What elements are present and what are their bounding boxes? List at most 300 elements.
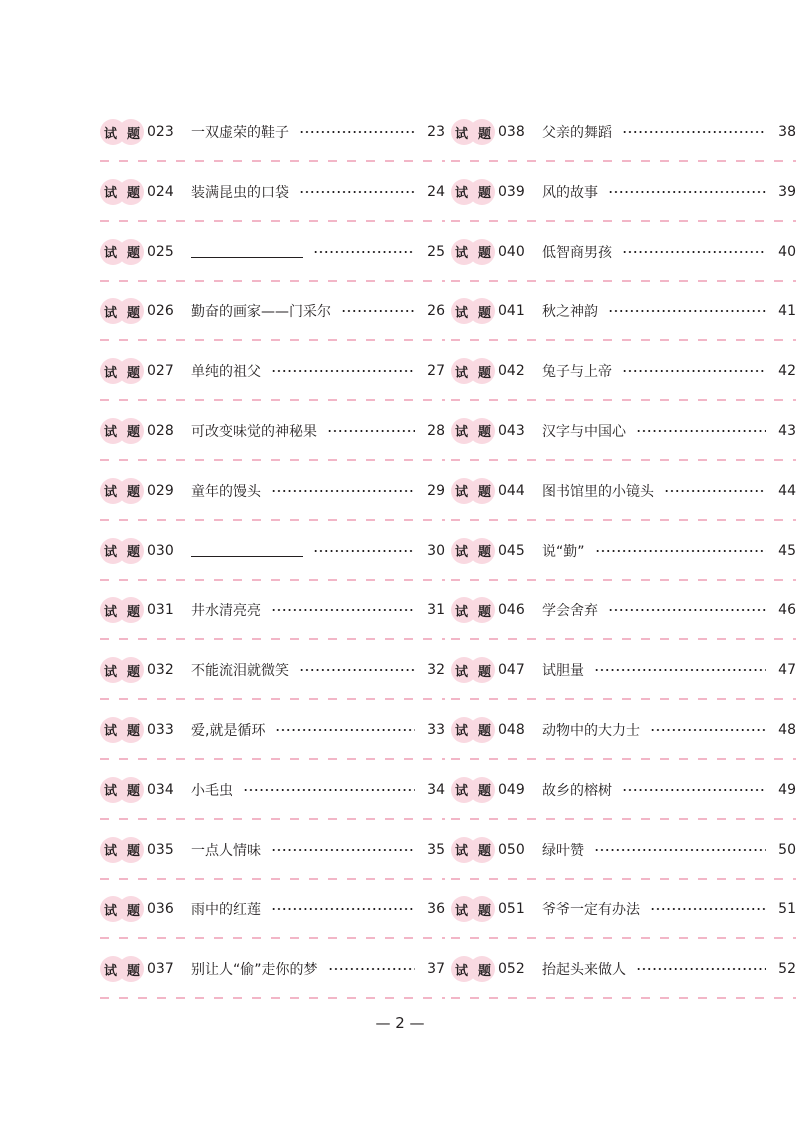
toc-entry-row xyxy=(451,478,796,504)
toc-entry[interactable] xyxy=(451,640,796,700)
entry-title: 风的故事 xyxy=(542,184,598,201)
badge-label xyxy=(451,777,495,803)
question-number: 044 xyxy=(498,482,525,499)
entry-title: 别让人“偷”走你的梦 xyxy=(191,962,318,979)
page-number: 47 xyxy=(778,662,796,679)
badge-label xyxy=(451,478,495,504)
toc-entry[interactable] xyxy=(451,760,796,820)
badge-char: 试 xyxy=(104,724,118,740)
question-number: 041 xyxy=(498,303,525,320)
toc-entry[interactable] xyxy=(451,162,796,222)
toc-entry[interactable] xyxy=(100,580,445,640)
badge-label xyxy=(100,956,144,982)
page-number: 28 xyxy=(427,422,445,439)
toc-entry[interactable] xyxy=(451,939,796,999)
page-number: 41 xyxy=(778,303,796,320)
page-number: 44 xyxy=(778,482,796,499)
question-badge xyxy=(451,597,493,623)
entry-title: 抬起头来做人 xyxy=(542,962,626,979)
entry-title: 不能流泪就微笑 xyxy=(191,663,289,680)
toc-entry-row xyxy=(451,717,796,743)
page-number: 45 xyxy=(778,542,796,559)
badge-char: 试 xyxy=(104,604,118,620)
question-number: 033 xyxy=(147,721,174,738)
badge-char: 试 xyxy=(104,903,118,919)
badge-char: 题 xyxy=(477,485,491,501)
toc-entry-row xyxy=(451,597,796,623)
entry-title: 故乡的榕树 xyxy=(542,782,612,799)
question-number: 045 xyxy=(498,542,525,559)
dot-leader xyxy=(636,967,766,971)
badge-char: 题 xyxy=(126,604,140,620)
badge-label xyxy=(451,896,495,922)
page-number: 52 xyxy=(778,961,796,978)
toc-entry[interactable] xyxy=(100,162,445,222)
toc-entry[interactable] xyxy=(100,820,445,880)
badge-label xyxy=(100,119,144,145)
dot-leader xyxy=(275,728,415,732)
badge-label xyxy=(451,239,495,265)
dot-leader xyxy=(622,130,766,134)
badge-char: 试 xyxy=(104,126,118,142)
question-badge xyxy=(100,956,142,982)
dot-leader xyxy=(622,788,766,792)
badge-label xyxy=(451,418,495,444)
badge-char: 试 xyxy=(455,186,469,202)
badge-char: 题 xyxy=(126,186,140,202)
toc-column-right xyxy=(451,102,796,999)
toc-entry-row xyxy=(451,837,796,863)
question-badge xyxy=(451,179,493,205)
badge-label xyxy=(451,358,495,384)
question-badge xyxy=(100,358,142,384)
dot-leader xyxy=(299,130,415,134)
toc-column-left xyxy=(100,102,445,999)
badge-label xyxy=(451,657,495,683)
entry-title: 秋之神韵 xyxy=(542,304,598,321)
entry-title: 绿叶赞 xyxy=(542,842,584,859)
question-number: 036 xyxy=(147,901,174,918)
question-badge xyxy=(451,837,493,863)
question-badge xyxy=(100,896,142,922)
toc-entry-row xyxy=(451,239,796,265)
badge-char: 试 xyxy=(104,425,118,441)
page-footer: — 2 — xyxy=(375,1014,425,1032)
toc-entry-row xyxy=(100,119,445,145)
toc-entry[interactable] xyxy=(451,222,796,282)
page-number: 46 xyxy=(778,602,796,619)
toc-entry-row xyxy=(100,837,445,863)
dot-leader xyxy=(664,489,766,493)
badge-char: 题 xyxy=(477,664,491,680)
dot-leader xyxy=(271,369,415,373)
dot-leader xyxy=(650,907,766,911)
toc-entry-row xyxy=(451,538,796,564)
toc-entry-row xyxy=(100,717,445,743)
toc-entry-row xyxy=(100,179,445,205)
badge-label xyxy=(100,239,144,265)
badge-char: 题 xyxy=(126,246,140,262)
entry-title: 爱,就是循环 xyxy=(191,722,266,739)
badge-char: 试 xyxy=(455,844,469,860)
page-number: 39 xyxy=(778,183,796,200)
question-badge xyxy=(100,657,142,683)
badge-char: 试 xyxy=(104,305,118,321)
question-badge xyxy=(451,538,493,564)
page-number: 35 xyxy=(427,841,445,858)
question-badge xyxy=(451,358,493,384)
badge-char: 题 xyxy=(126,844,140,860)
badge-char: 题 xyxy=(477,963,491,979)
badge-char: 题 xyxy=(477,844,491,860)
toc-entry-row xyxy=(451,896,796,922)
question-number: 024 xyxy=(147,183,174,200)
dot-leader xyxy=(243,788,415,792)
question-number: 035 xyxy=(147,841,174,858)
toc-entry-row xyxy=(100,478,445,504)
badge-label xyxy=(451,538,495,564)
toc-entry-row xyxy=(100,239,445,265)
entry-title: 学会舍弃 xyxy=(542,603,598,620)
question-badge xyxy=(451,956,493,982)
entry-title: 动物中的大力士 xyxy=(542,722,640,739)
toc-entry[interactable] xyxy=(100,281,445,341)
page-number: 31 xyxy=(427,602,445,619)
question-number: 027 xyxy=(147,363,174,380)
toc-entry[interactable] xyxy=(451,341,796,401)
page-number: 26 xyxy=(427,303,445,320)
badge-char: 题 xyxy=(126,545,140,561)
question-number: 028 xyxy=(147,422,174,439)
toc-entry-row xyxy=(451,179,796,205)
question-badge xyxy=(100,179,142,205)
question-number: 029 xyxy=(147,482,174,499)
entry-title: 一双虚荣的鞋子 xyxy=(191,125,289,141)
toc-entry[interactable] xyxy=(451,102,796,162)
entry-title: 小毛虫 xyxy=(191,782,233,799)
badge-char: 题 xyxy=(126,126,140,142)
page-number: 50 xyxy=(778,841,796,858)
toc-entry-row xyxy=(100,538,445,564)
badge-char: 题 xyxy=(477,305,491,321)
toc-entry-row xyxy=(100,597,445,623)
badge-char: 试 xyxy=(455,664,469,680)
entry-title: 汉字与中国心 xyxy=(542,423,626,440)
question-number: 034 xyxy=(147,781,174,798)
toc-entry-row xyxy=(451,119,796,145)
entry-title: 低智商男孩 xyxy=(542,244,612,261)
question-number: 047 xyxy=(498,662,525,679)
badge-char: 题 xyxy=(126,724,140,740)
badge-char: 试 xyxy=(104,365,118,381)
question-number: 049 xyxy=(498,781,525,798)
question-badge xyxy=(100,418,142,444)
toc-entry[interactable] xyxy=(451,461,796,521)
dot-leader xyxy=(594,848,766,852)
dot-leader xyxy=(299,190,415,194)
badge-char: 题 xyxy=(477,545,491,561)
badge-label xyxy=(100,896,144,922)
toc-entry-row xyxy=(100,358,445,384)
dot-leader xyxy=(299,668,415,672)
toc-entry-row xyxy=(451,298,796,324)
badge-label xyxy=(451,119,495,145)
badge-char: 试 xyxy=(455,485,469,501)
question-badge xyxy=(100,119,142,145)
page-number: 34 xyxy=(427,781,445,798)
entry-title: 可改变味觉的神秘果 xyxy=(191,423,317,440)
badge-char: 题 xyxy=(126,963,140,979)
question-number: 038 xyxy=(498,124,525,140)
badge-label xyxy=(451,597,495,623)
toc-entry-row xyxy=(100,298,445,324)
dot-leader xyxy=(608,309,766,313)
dot-leader xyxy=(622,250,766,254)
badge-char: 题 xyxy=(126,365,140,381)
dashed-separator xyxy=(451,997,796,999)
badge-char: 题 xyxy=(477,784,491,800)
page-number: 24 xyxy=(427,183,445,200)
question-badge xyxy=(451,239,493,265)
badge-label xyxy=(451,298,495,324)
toc-entry[interactable] xyxy=(451,820,796,880)
question-number: 042 xyxy=(498,363,525,380)
page-number: 32 xyxy=(427,662,445,679)
question-number: 026 xyxy=(147,303,174,320)
question-number: 050 xyxy=(498,841,525,858)
toc-entry[interactable] xyxy=(100,341,445,401)
dashed-separator xyxy=(100,997,445,999)
badge-label xyxy=(100,657,144,683)
toc-entry-row xyxy=(451,418,796,444)
toc-entry-row xyxy=(451,956,796,982)
question-number: 040 xyxy=(498,243,525,260)
page-number: 42 xyxy=(778,363,796,380)
question-badge xyxy=(100,298,142,324)
badge-label xyxy=(100,717,144,743)
dot-leader xyxy=(271,608,415,612)
question-badge xyxy=(451,717,493,743)
badge-char: 试 xyxy=(455,724,469,740)
badge-label xyxy=(100,358,144,384)
dot-leader xyxy=(341,309,415,313)
toc-entry[interactable] xyxy=(100,461,445,521)
badge-char: 题 xyxy=(477,126,491,142)
toc-entry-row xyxy=(451,358,796,384)
dot-leader xyxy=(608,608,766,612)
badge-char: 试 xyxy=(104,186,118,202)
dot-leader xyxy=(608,190,766,194)
question-badge xyxy=(100,777,142,803)
dot-leader xyxy=(271,848,415,852)
badge-label xyxy=(100,597,144,623)
dot-leader xyxy=(271,907,415,911)
dot-leader xyxy=(594,668,766,672)
badge-label xyxy=(451,717,495,743)
badge-char: 题 xyxy=(126,425,140,441)
entry-title: 勤奋的画家——门采尔 xyxy=(191,304,331,321)
question-number: 037 xyxy=(147,961,174,978)
toc-entry-row xyxy=(100,418,445,444)
dot-leader xyxy=(313,250,415,254)
question-badge xyxy=(100,478,142,504)
question-badge xyxy=(100,239,142,265)
question-number: 039 xyxy=(498,183,525,200)
toc-entry-row xyxy=(100,956,445,982)
badge-char: 试 xyxy=(104,664,118,680)
page-number: 23 xyxy=(427,124,445,140)
toc-entry[interactable] xyxy=(451,521,796,581)
dot-leader xyxy=(650,728,766,732)
question-badge xyxy=(451,478,493,504)
page-number: 48 xyxy=(778,721,796,738)
question-number: 031 xyxy=(147,602,174,619)
entry-title: 兔子与上帝 xyxy=(542,364,612,381)
dot-leader xyxy=(636,429,766,433)
page-number: 51 xyxy=(778,901,796,918)
badge-char: 试 xyxy=(104,246,118,262)
badge-char: 题 xyxy=(477,246,491,262)
entry-title: 父亲的舞蹈 xyxy=(542,125,612,141)
toc-entry[interactable] xyxy=(100,102,445,162)
toc-entry[interactable] xyxy=(451,700,796,760)
toc-entry-row xyxy=(100,657,445,683)
toc-entry[interactable] xyxy=(100,939,445,999)
toc-entry[interactable] xyxy=(100,760,445,820)
dot-leader xyxy=(313,549,415,553)
question-number: 051 xyxy=(498,901,525,918)
question-badge xyxy=(451,657,493,683)
question-badge xyxy=(451,298,493,324)
dot-leader xyxy=(327,429,415,433)
toc-entry-row xyxy=(100,896,445,922)
badge-char: 题 xyxy=(126,664,140,680)
page-number: 38 xyxy=(778,124,796,140)
entry-title: 童年的馒头 xyxy=(191,483,261,500)
page-number: 49 xyxy=(778,781,796,798)
badge-char: 试 xyxy=(104,963,118,979)
toc-entry[interactable] xyxy=(451,401,796,461)
badge-char: 题 xyxy=(477,604,491,620)
toc-entry[interactable] xyxy=(100,700,445,760)
badge-char: 题 xyxy=(126,784,140,800)
entry-title: 说“勤” xyxy=(542,543,585,560)
title-blank-line xyxy=(191,544,303,557)
badge-label xyxy=(451,179,495,205)
entry-title: 试胆量 xyxy=(542,663,584,680)
toc-entry[interactable] xyxy=(100,879,445,939)
entry-title: 一点人情味 xyxy=(191,842,261,859)
badge-char: 题 xyxy=(477,186,491,202)
badge-label xyxy=(100,418,144,444)
page-number: 29 xyxy=(427,482,445,499)
badge-label xyxy=(100,478,144,504)
title-blank-line xyxy=(191,245,303,258)
badge-char: 试 xyxy=(455,545,469,561)
question-badge xyxy=(100,538,142,564)
badge-label xyxy=(100,179,144,205)
question-badge xyxy=(451,777,493,803)
badge-char: 试 xyxy=(104,545,118,561)
question-badge xyxy=(451,119,493,145)
question-number: 032 xyxy=(147,662,174,679)
badge-char: 试 xyxy=(104,485,118,501)
entry-title: 单纯的祖父 xyxy=(191,364,261,381)
badge-char: 题 xyxy=(477,903,491,919)
entry-title: 井水清亮亮 xyxy=(191,603,261,620)
toc-entry[interactable] xyxy=(100,401,445,461)
badge-char: 试 xyxy=(455,365,469,381)
question-badge xyxy=(100,597,142,623)
question-badge xyxy=(100,717,142,743)
question-number: 043 xyxy=(498,422,525,439)
toc-entry[interactable] xyxy=(451,879,796,939)
question-number: 052 xyxy=(498,961,525,978)
badge-char: 试 xyxy=(455,784,469,800)
question-number: 023 xyxy=(147,124,174,140)
toc-entry[interactable] xyxy=(451,580,796,640)
question-badge xyxy=(451,418,493,444)
badge-char: 题 xyxy=(126,485,140,501)
badge-char: 试 xyxy=(455,903,469,919)
badge-char: 试 xyxy=(104,784,118,800)
page-number: 40 xyxy=(778,243,796,260)
page-number: 25 xyxy=(427,243,445,260)
toc-entry[interactable] xyxy=(100,640,445,700)
entry-title: 图书馆里的小镜头 xyxy=(542,483,654,500)
dot-leader xyxy=(595,549,766,553)
page-number: 43 xyxy=(778,422,796,439)
badge-char: 题 xyxy=(477,425,491,441)
badge-char: 试 xyxy=(104,844,118,860)
toc-entry-row xyxy=(451,777,796,803)
toc-entry-row xyxy=(100,777,445,803)
dot-leader xyxy=(271,489,415,493)
badge-label xyxy=(100,298,144,324)
entry-title: 装满昆虫的口袋 xyxy=(191,184,289,201)
page-number: 27 xyxy=(427,363,445,380)
question-number: 025 xyxy=(147,243,174,260)
badge-label xyxy=(451,837,495,863)
question-number: 030 xyxy=(147,542,174,559)
badge-char: 试 xyxy=(455,963,469,979)
dot-leader xyxy=(328,967,415,971)
badge-char: 试 xyxy=(455,604,469,620)
badge-char: 试 xyxy=(455,305,469,321)
toc-entry[interactable] xyxy=(451,281,796,341)
dot-leader xyxy=(622,369,766,373)
badge-label xyxy=(100,538,144,564)
page-number: 36 xyxy=(427,901,445,918)
page-number: 37 xyxy=(427,961,445,978)
toc-entry[interactable] xyxy=(100,222,445,282)
badge-label xyxy=(451,956,495,982)
badge-char: 试 xyxy=(455,425,469,441)
badge-char: 题 xyxy=(126,305,140,321)
badge-char: 题 xyxy=(477,724,491,740)
badge-label xyxy=(100,777,144,803)
question-number: 046 xyxy=(498,602,525,619)
toc-entry-row xyxy=(451,657,796,683)
entry-title: 爷爷一定有办法 xyxy=(542,902,640,919)
badge-char: 试 xyxy=(455,246,469,262)
entry-title: 雨中的红莲 xyxy=(191,902,261,919)
question-badge xyxy=(451,896,493,922)
toc-entry[interactable] xyxy=(100,521,445,581)
badge-char: 试 xyxy=(455,126,469,142)
badge-char: 题 xyxy=(126,903,140,919)
badge-label xyxy=(100,837,144,863)
